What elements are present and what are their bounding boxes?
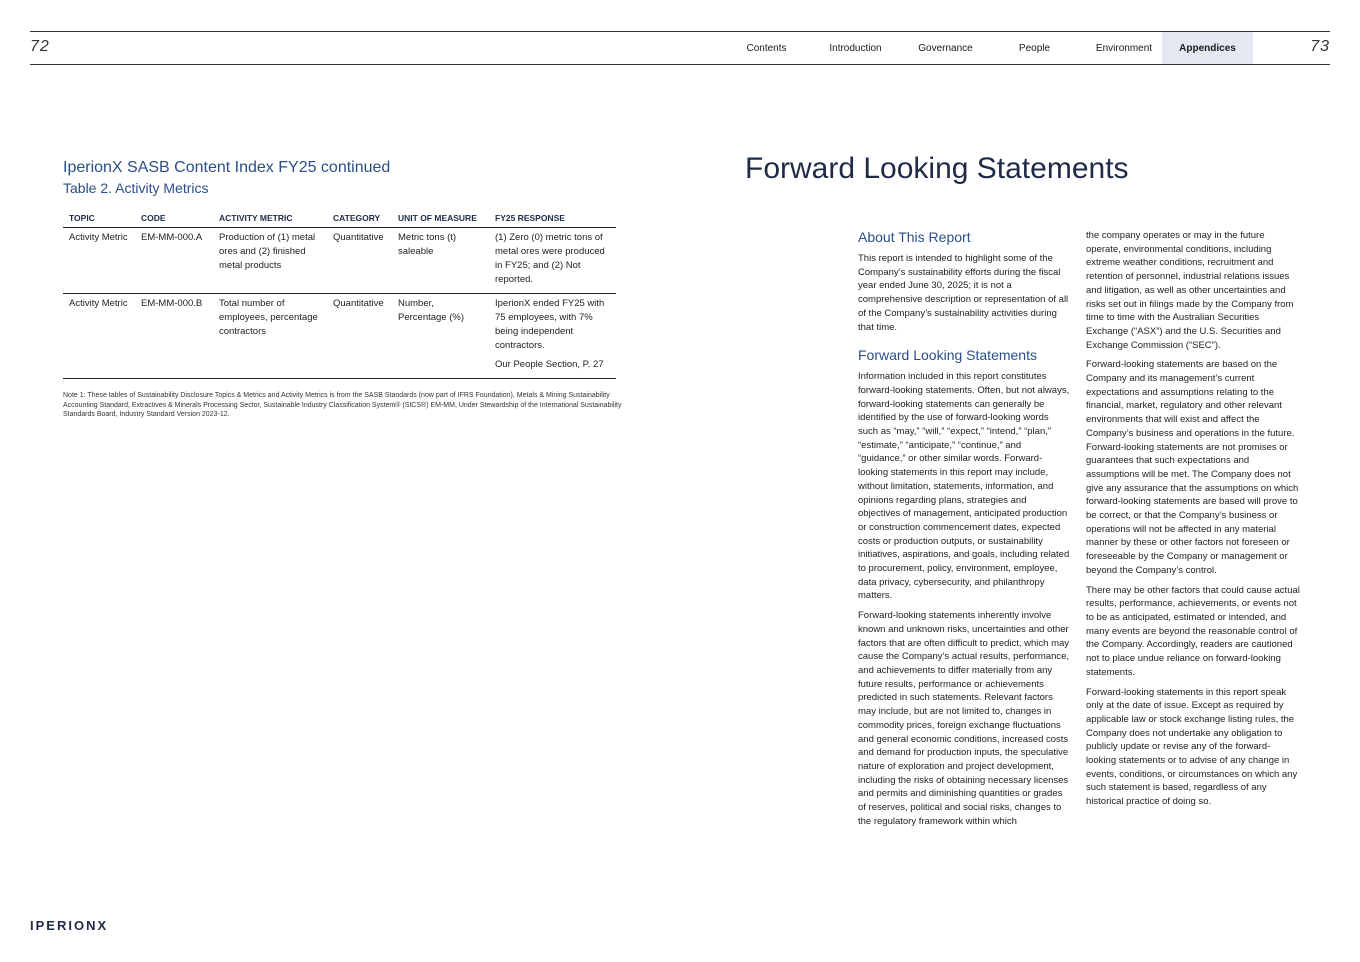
fls-paragraph-5: There may be other factors that could cause actual results, performance, achievements, or events not to be as anticipated, estimated or intended, and many events are beyond the reasonable control of the Company. Accordingly, readers are cautioned not to place undue reliance on forward-looking statements. bbox=[1086, 584, 1300, 678]
cell-category: Quantitative bbox=[327, 294, 392, 379]
cell-code: EM-MM-000.B bbox=[135, 294, 213, 379]
table-footnote: Note 1: These tables of Sustainability Disclosure Topics & Metrics and Activity Metrics is from the SASB Standards (now part of IFRS Foundation), Metals & Mining Sustainability Accounting Standard, Extractives & Minerals Processing Sector, Sustainable Industry Classification System® (SICS®) EM-MM, Under Stewardship of the International Sustainability Standards Board, Industry Standard Version 2023-12. bbox=[63, 392, 622, 418]
nav-item-introduction[interactable]: Introduction bbox=[829, 42, 882, 54]
activity-metrics-table bbox=[63, 210, 616, 379]
fls-paragraph-3: the company operates or may in the future operate, environmental conditions, including extreme weather conditions, recruitment and retention of personnel, industrial relations issues and litigation, as well as other uncertainties and risks set out in filings made by the Company from time to time with the Australian Securities Exchange (“ASX”) and the U.S. Securities and Exchange Commission (“SEC”). bbox=[1086, 230, 1294, 351]
about-heading: About This Report bbox=[858, 229, 971, 245]
cell-metric: Production of (1) metal ores and (2) finished metal products bbox=[213, 228, 327, 294]
response-text: IperionX ended FY25 with 75 employees, with 7% being independent contractors. bbox=[495, 298, 605, 351]
fls-paragraph-4: Forward-looking statements are based on the Company and its management’s current expectations and assumptions relating to the financial, market, regulatory and other relevant environments that will exist and affect the Company’s business and operations in the future. Forward-looking statements are not promises or guarantees that such expectations and assumptions will be met. The Company does not give any assurance that the assumptions on which forward-looking statements are based will prove to be correct, or that the Company’s business or operations will not be affected in any material manner by these or other factors not foreseen or foreseeable by the Company or management or beyond the Company’s control. bbox=[1086, 359, 1299, 576]
text-column-2 bbox=[1086, 229, 1300, 815]
fls-paragraph-6: Forward-looking statements in this report speak only at the date of issue. Except as required by applicable law or stock exchange listing rules, the Company does not undertake any obligation to publicly update or revise any of the forward-looking statements or to advise of any change in events, conditions, or circumstances on which any such statement is based, regardless of any historical practice of doing so. bbox=[1086, 686, 1298, 808]
column-header-unit: UNIT OF MEASURE bbox=[392, 210, 489, 228]
table-caption: Table 2. Activity Metrics bbox=[63, 180, 209, 196]
content-index-title: IperionX SASB Content Index FY25 continued bbox=[63, 159, 391, 176]
nav-item-governance[interactable]: Governance bbox=[918, 42, 973, 54]
about-paragraph: This report is intended to highlight some of the Company’s sustainability efforts during the fiscal year ended June 30, 2025; it is not a comprehensive description or representation of all of the Company’s sustainability activities during that time. bbox=[858, 253, 1069, 333]
page-number-left: 72 bbox=[30, 38, 50, 55]
table-header-row bbox=[63, 210, 616, 228]
cell-unit: Number, Percentage (%) bbox=[392, 294, 489, 379]
response-link[interactable]: Our People Section, P. 27 bbox=[495, 359, 604, 370]
table-row bbox=[63, 228, 616, 294]
cell-response bbox=[489, 294, 616, 379]
company-logo: IPERIONX bbox=[30, 918, 109, 933]
column-header-category: CATEGORY bbox=[327, 210, 392, 228]
table-row bbox=[63, 294, 616, 379]
fls-paragraph-1: Information included in this report constitutes forward-looking statements. Often, but not always, forward-looking statements can generally be identified by the use of forward-looking words such as “may,” “will,” “expect,” “intend,” “plan,” “estimate,” “anticipate,” “continue,” and “guidance,” or other similar words. Forward-looking statements in this report may include, without limitation, statements, information, and opinions regarding plans, strategies and objectives of management, anticipated production or construction commencement dates, expected costs or production outputs, or sustainability initiatives, aspirations, and goals, including related to procurement, policy, environment, employee, data privacy, cybersecurity, and philanthropy matters. bbox=[858, 371, 1070, 602]
cell-metric: Total number of employees, percentage contractors bbox=[213, 294, 327, 379]
section-nav bbox=[730, 32, 1253, 64]
nav-item-people[interactable]: People bbox=[1018, 42, 1051, 54]
cell-response bbox=[489, 228, 616, 294]
cell-code: EM-MM-000.A bbox=[135, 228, 213, 294]
page-number-right: 73 bbox=[1310, 38, 1330, 55]
response-text: (1) Zero (0) metric tons of metal ores were produced in FY25; and (2) Not reported. bbox=[495, 232, 605, 285]
cell-unit: Metric tons (t) saleable bbox=[392, 228, 489, 294]
nav-item-appendices[interactable]: Appendices bbox=[1162, 32, 1253, 64]
nav-item-environment[interactable]: Environment bbox=[1095, 42, 1153, 54]
cell-topic: Activity Metric bbox=[63, 228, 135, 294]
text-column-1 bbox=[858, 228, 1070, 834]
column-header-response: FY25 RESPONSE bbox=[489, 210, 616, 228]
column-header-activity-metric: ACTIVITY METRIC bbox=[213, 210, 327, 228]
nav-item-contents[interactable]: Contents bbox=[746, 42, 787, 54]
header-bottom-rule bbox=[30, 64, 1330, 65]
fls-heading: Forward Looking Statements bbox=[858, 347, 1037, 364]
column-header-code: CODE bbox=[135, 210, 213, 228]
fls-paragraph-2: Forward-looking statements inherently involve known and unknown risks, uncertainties and other factors that are often difficult to predict, which may cause the Company’s actual results, performance, and achievements to differ materially from any future results, performance or achievements predicted in such statements. Relevant factors may include, but are not limited to, changes in commodity prices, foreign exchange fluctuations and general economic conditions, increased costs and demand for production inputs, the speculative nature of exploration and project development, including the risks of obtaining necessary licenses and permits and diminishing quantities or grades of reserves, political and social risks, changes to the regulatory framework within which bbox=[858, 610, 1070, 827]
cell-topic: Activity Metric bbox=[63, 294, 135, 379]
page-title: Forward Looking Statements bbox=[745, 152, 1129, 185]
cell-category: Quantitative bbox=[327, 228, 392, 294]
column-header-topic: TOPIC bbox=[63, 210, 135, 228]
